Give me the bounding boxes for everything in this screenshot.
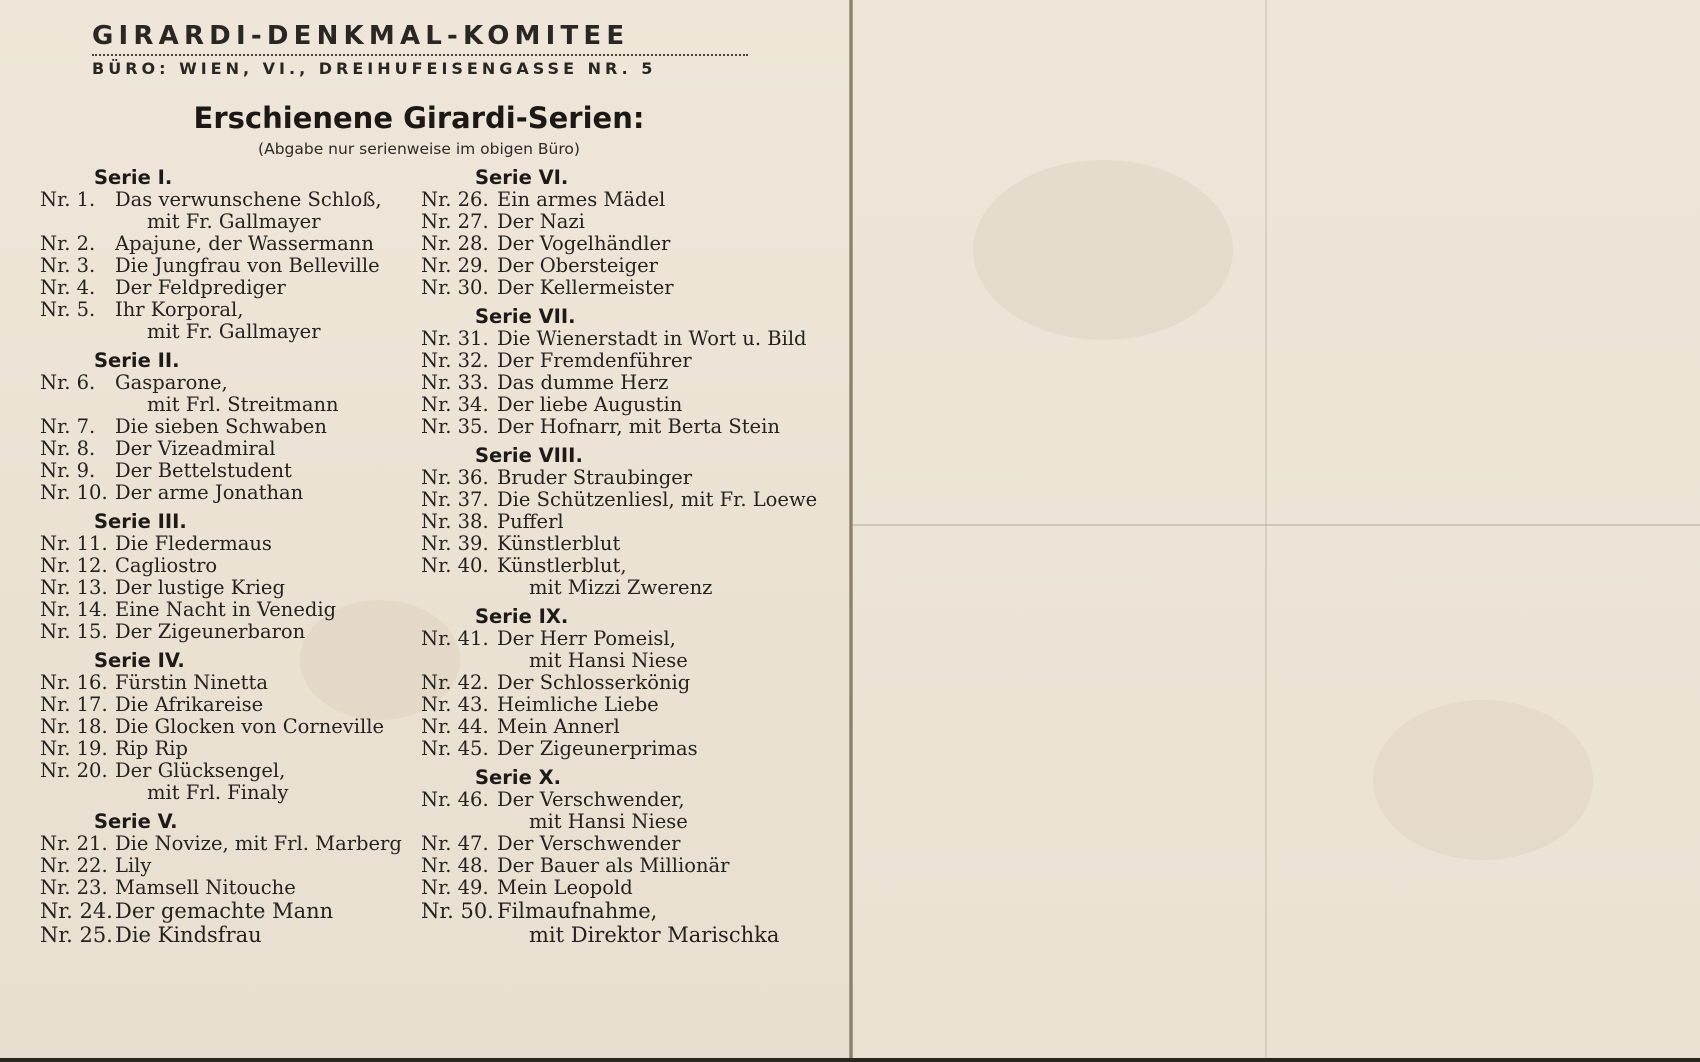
page-title: Erschienene Girardi-Serien: [193,101,645,135]
series-entry [421,255,821,277]
entry-title: Cagliostro [115,554,218,577]
series-entry [421,855,821,877]
entry-title: Der Verschwender [497,832,681,855]
entry-title: Rip Rip [115,737,189,760]
entry-title: Der Vogelhändler [497,232,671,255]
entry-number: Nr. 39. [421,532,489,555]
entry-title: Das verwunschene Schloß, [115,188,382,211]
entry-number: Nr. 11. [40,532,108,555]
series-entry [40,599,400,621]
entry-number: Nr. 5. [40,298,96,321]
entry-title: Mein Leopold [497,876,633,899]
entry-number: Nr. 31. [421,327,489,350]
series-block [40,811,400,947]
series-entry [421,328,821,350]
series-entry [40,899,400,923]
entry-number: Nr. 18. [40,715,108,738]
series-block [421,767,821,947]
entry-title: Eine Nacht in Venedig [115,598,337,621]
entry-number: Nr. 30. [421,276,489,299]
series-heading: Serie VI. [475,166,569,189]
entry-number: Nr. 7. [40,415,96,438]
series-entry [40,372,400,416]
entry-title: Künstlerblut [497,532,621,555]
entry-title: Die Jungfrau von Belleville [115,254,380,277]
entry-number: Nr. 10. [40,481,108,504]
series-block [40,167,400,343]
entry-number: Nr. 21. [40,832,108,855]
entry-number: Nr. 49. [421,876,489,899]
series-entry [421,189,821,211]
series-heading: Serie VIII. [475,444,583,467]
series-block [40,511,400,643]
entry-number: Nr. 25. [40,923,113,947]
entry-number: Nr. 33. [421,371,489,394]
entry-title: Gasparone, [115,371,228,394]
series-heading: Serie II. [94,349,180,372]
series-entry [421,789,821,833]
entry-continuation: mit Frl. Streitmann [147,393,339,416]
entry-number: Nr. 48. [421,854,489,877]
entry-number: Nr. 34. [421,393,489,416]
series-block [421,445,821,599]
entry-title: Die Novize, mit Frl. Marberg [115,832,402,855]
series-entry [421,467,821,489]
entry-title: Das dumme Herz [497,371,669,394]
dotted-rule [92,54,748,56]
entry-title: Die Fledermaus [115,532,272,555]
entry-number: Nr. 3. [40,254,96,277]
series-block [421,306,821,438]
series-entry [421,277,821,299]
entry-number: Nr. 2. [40,232,96,255]
series-heading: Serie IV. [94,649,185,672]
entry-continuation: mit Fr. Gallmayer [147,210,321,233]
series-entry [40,189,400,233]
series-entry [40,672,400,694]
entry-title: Ein armes Mädel [497,188,666,211]
series-entry [40,438,400,460]
entry-number: Nr. 41. [421,627,489,650]
series-entry [40,416,400,438]
entry-title: Ihr Korporal, [115,298,244,321]
page-subtitle: (Abgabe nur serienweise im obigen Büro) [258,140,580,158]
entry-title: Der gemachte Mann [115,899,334,923]
series-entry [421,533,821,555]
series-entry [421,628,821,672]
entry-title: Filmaufnahme, [497,899,658,923]
entry-number: Nr. 12. [40,554,108,577]
series-entry [421,899,821,947]
series-block [421,606,821,760]
series-entry [40,577,400,599]
entry-number: Nr. 8. [40,437,96,460]
entry-title: Der liebe Augustin [497,393,683,416]
series-entry [421,372,821,394]
letterhead [92,20,748,79]
entry-title: Der Zigeunerprimas [497,737,698,760]
entry-number: Nr. 32. [421,349,489,372]
series-column-left [40,167,400,947]
paper-stain [1373,700,1593,860]
entry-title: Der lustige Krieg [115,576,285,599]
entry-number: Nr. 17. [40,693,108,716]
series-entry [421,833,821,855]
entry-title: Künstlerblut, [497,554,627,577]
series-block [421,167,821,299]
series-entry [40,299,400,343]
series-column-right [421,167,821,947]
entry-number: Nr. 44. [421,715,489,738]
scan-bottom-edge [0,1058,1700,1062]
series-entry [40,482,400,504]
entry-title: Der Bettelstudent [115,459,292,482]
series-entry [40,255,400,277]
entry-title: Der Glücksengel, [115,759,286,782]
entry-title: Der Feldprediger [115,276,286,299]
entry-title: Der Verschwender, [497,788,685,811]
entry-title: Mein Annerl [497,715,620,738]
series-entry [421,738,821,760]
entry-number: Nr. 6. [40,371,96,394]
entry-continuation: mit Hansi Niese [529,810,688,833]
entry-continuation: mit Direktor Marischka [529,923,780,947]
entry-continuation: mit Frl. Finaly [147,781,289,804]
entry-title: Die Wienerstadt in Wort u. Bild [497,327,807,350]
entry-number: Nr. 15. [40,620,108,643]
series-entry [421,555,821,599]
series-entry [421,416,821,438]
entry-title: Der arme Jonathan [115,481,304,504]
entry-number: Nr. 43. [421,693,489,716]
series-entry [421,350,821,372]
series-entry [40,855,400,877]
series-heading: Serie III. [94,510,187,533]
series-entry [40,621,400,643]
entry-number: Nr. 38. [421,510,489,533]
series-entry [40,716,400,738]
entry-title: Der Bauer als Millionär [497,854,730,877]
series-entry [40,877,400,899]
vertical-crease [1265,0,1267,1058]
entry-number: Nr. 37. [421,488,489,511]
entry-number: Nr. 4. [40,276,96,299]
series-entry [421,672,821,694]
series-entry [40,233,400,255]
right-page-blank [853,0,1700,1058]
series-entry [40,460,400,482]
series-heading: Serie I. [94,166,173,189]
entry-number: Nr. 27. [421,210,489,233]
entry-number: Nr. 13. [40,576,108,599]
series-entry [421,211,821,233]
series-entry [421,511,821,533]
entry-continuation: mit Hansi Niese [529,649,688,672]
series-entry [421,394,821,416]
entry-continuation: mit Fr. Gallmayer [147,320,321,343]
committee-name: GIRARDI-DENKMAL-KOMITEE [92,21,630,51]
entry-number: Nr. 47. [421,832,489,855]
series-heading: Serie IX. [475,605,569,628]
entry-title: Die Kindsfrau [115,923,262,947]
entry-title: Der Hofnarr, mit Berta Stein [497,415,780,438]
entry-number: Nr. 35. [421,415,489,438]
horizontal-crease [853,524,1700,526]
entry-title: Die Glocken von Corneville [115,715,385,738]
entry-title: Der Fremdenführer [497,349,692,372]
entry-title: Der Obersteiger [497,254,658,277]
series-entry [40,833,400,855]
entry-number: Nr. 42. [421,671,489,694]
office-address: BÜRO: WIEN, VI., DREIHUFEISENGASSE NR. 5 [92,59,657,78]
entry-number: Nr. 45. [421,737,489,760]
series-entry [40,738,400,760]
entry-title: Bruder Straubinger [497,466,693,489]
series-entry [421,233,821,255]
entry-number: Nr. 22. [40,854,108,877]
entry-number: Nr. 28. [421,232,489,255]
entry-title: Die Afrikareise [115,693,264,716]
series-entry [421,877,821,899]
entry-number: Nr. 40. [421,554,489,577]
series-entry [421,716,821,738]
entry-number: Nr. 1. [40,188,96,211]
entry-number: Nr. 23. [40,876,108,899]
entry-title: Fürstin Ninetta [115,671,268,694]
entry-title: Der Kellermeister [497,276,674,299]
paper-stain [973,160,1233,340]
entry-number: Nr. 26. [421,188,489,211]
entry-number: Nr. 9. [40,459,96,482]
series-heading: Serie VII. [475,305,576,328]
series-entry [421,694,821,716]
entry-number: Nr. 14. [40,598,108,621]
entry-title: Pufferl [497,510,564,533]
entry-number: Nr. 19. [40,737,108,760]
entry-title: Der Herr Pomeisl, [497,627,676,650]
series-heading: Serie V. [94,810,178,833]
entry-number: Nr. 36. [421,466,489,489]
entry-continuation: mit Mizzi Zwerenz [529,576,713,599]
entry-title: Apajune, der Wassermann [115,232,374,255]
series-heading: Serie X. [475,766,562,789]
series-entry [40,694,400,716]
entry-title: Lily [115,854,152,877]
series-entry [40,923,400,947]
entry-title: Die sieben Schwaben [115,415,327,438]
series-entry [40,760,400,804]
entry-title: Heimliche Liebe [497,693,659,716]
series-entry [421,489,821,511]
series-entry [40,555,400,577]
entry-title: Der Zigeunerbaron [115,620,306,643]
entry-number: Nr. 24. [40,899,113,923]
series-block [40,350,400,504]
entry-number: Nr. 46. [421,788,489,811]
entry-number: Nr. 50. [421,899,494,923]
entry-title: Der Vizeadmiral [115,437,276,460]
series-block [40,650,400,804]
entry-number: Nr. 16. [40,671,108,694]
left-page [0,0,850,1058]
series-entry [40,277,400,299]
series-entry [40,533,400,555]
entry-title: Mamsell Nitouche [115,876,296,899]
entry-title: Der Schlosserkönig [497,671,691,694]
entry-title: Der Nazi [497,210,585,233]
entry-title: Die Schützenliesl, mit Fr. Loewe [497,488,818,511]
entry-number: Nr. 29. [421,254,489,277]
entry-number: Nr. 20. [40,759,108,782]
